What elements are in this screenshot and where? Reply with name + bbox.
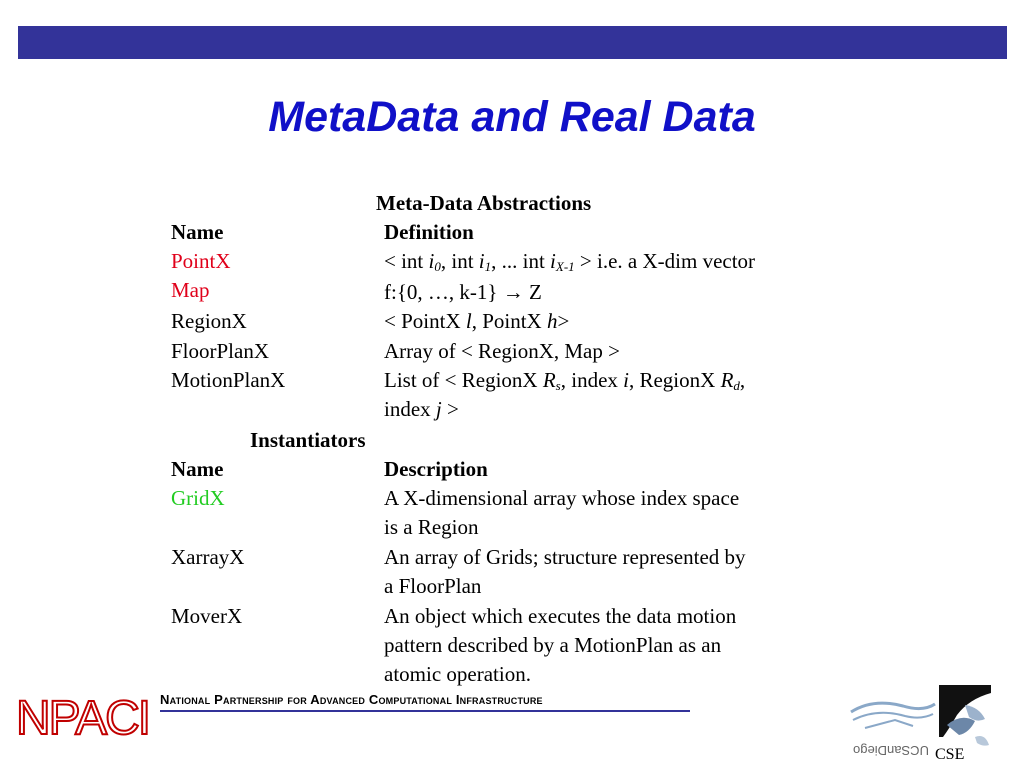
name-regionx: RegionX [171,309,247,333]
name-motionplanx: MotionPlanX [171,368,286,392]
definition-motionplanx: List of < RegionX $R_s$, index i, RegionX $R_d$, [384,368,746,393]
description-xarrayx-line1: An array of Grids; structure represented by [384,545,746,569]
ucsd-logo-text: UCSanDiego [853,743,929,758]
description-moverx-line3: atomic operation. [384,662,531,686]
instantiators-description-header: Description [384,457,488,481]
footer-divider [160,710,690,712]
footer-text: National Partnership for Advanced Computational Infrastructure [160,692,543,707]
description-moverx-line2: pattern described by a MotionPlan as an [384,633,722,657]
definition-map: f:{0, …, k-1} → Z [384,280,542,304]
cse-logo-text: CSE [935,746,965,763]
description-gridx-line2: is a Region [384,515,479,539]
definition-motionplanx-line2: index j > [384,397,459,421]
instantiators-heading: Instantiators [250,428,366,452]
definition-floorplanx: Array of < RegionX, Map > [384,339,620,363]
name-floorplanx: FloorPlanX [171,339,270,363]
ucsd-logo [843,690,939,765]
definition-regionx: < PointX l, PointX h> [384,309,570,333]
npaci-logo [14,688,159,740]
slide-title: MetaData and Real Data [268,93,756,141]
abstractions-definition-header: Definition [384,220,474,244]
abstractions-heading: Meta-Data Abstractions [376,191,592,215]
top-banner-bar [18,26,1007,59]
description-moverx-line1: An object which executes the data motion [384,604,737,628]
name-pointx: PointX [171,249,231,273]
name-moverx: MoverX [171,604,243,628]
name-map: Map [171,278,210,302]
name-gridx: GridX [171,486,225,510]
instantiators-name-header: Name [171,457,224,481]
definition-pointx: < int $i_0$, int $i_1$, ... int $i_{X-1} > i.e$. a X-dim vector [384,249,756,274]
description-xarrayx-line2: a FloorPlan [384,574,482,598]
name-xarrayx: XarrayX [171,545,245,569]
description-gridx-line1: A X-dimensional array whose index space [384,486,740,510]
abstractions-name-header: Name [171,220,224,244]
npaci-logo-text: NPACI [16,692,150,740]
